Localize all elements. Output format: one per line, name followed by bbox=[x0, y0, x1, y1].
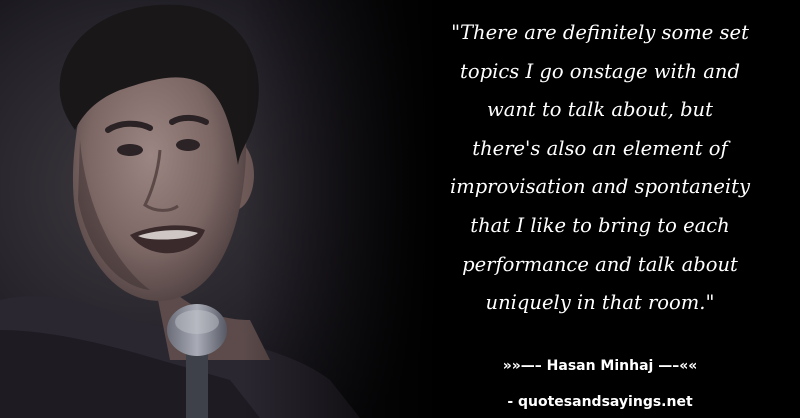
quote-line: topics I go onstage with and bbox=[460, 59, 740, 83]
quote-line: uniquely in that room." bbox=[485, 291, 715, 315]
quote-line: want to talk about, but bbox=[487, 98, 713, 122]
quote-line: that I like to bring to each bbox=[470, 213, 730, 237]
quote-line: there's also an element of bbox=[472, 136, 728, 160]
quote-author: »»—– Hasan Minhaj —–«« bbox=[502, 358, 698, 374]
quote-line: performance and talk about bbox=[462, 252, 738, 276]
source-attribution: - quotesandsayings.net bbox=[507, 394, 693, 410]
quote-text bbox=[418, 14, 782, 323]
quote-line: "There are definitely some set bbox=[451, 21, 749, 44]
quote-line: improvisation and spontaneity bbox=[449, 175, 751, 199]
